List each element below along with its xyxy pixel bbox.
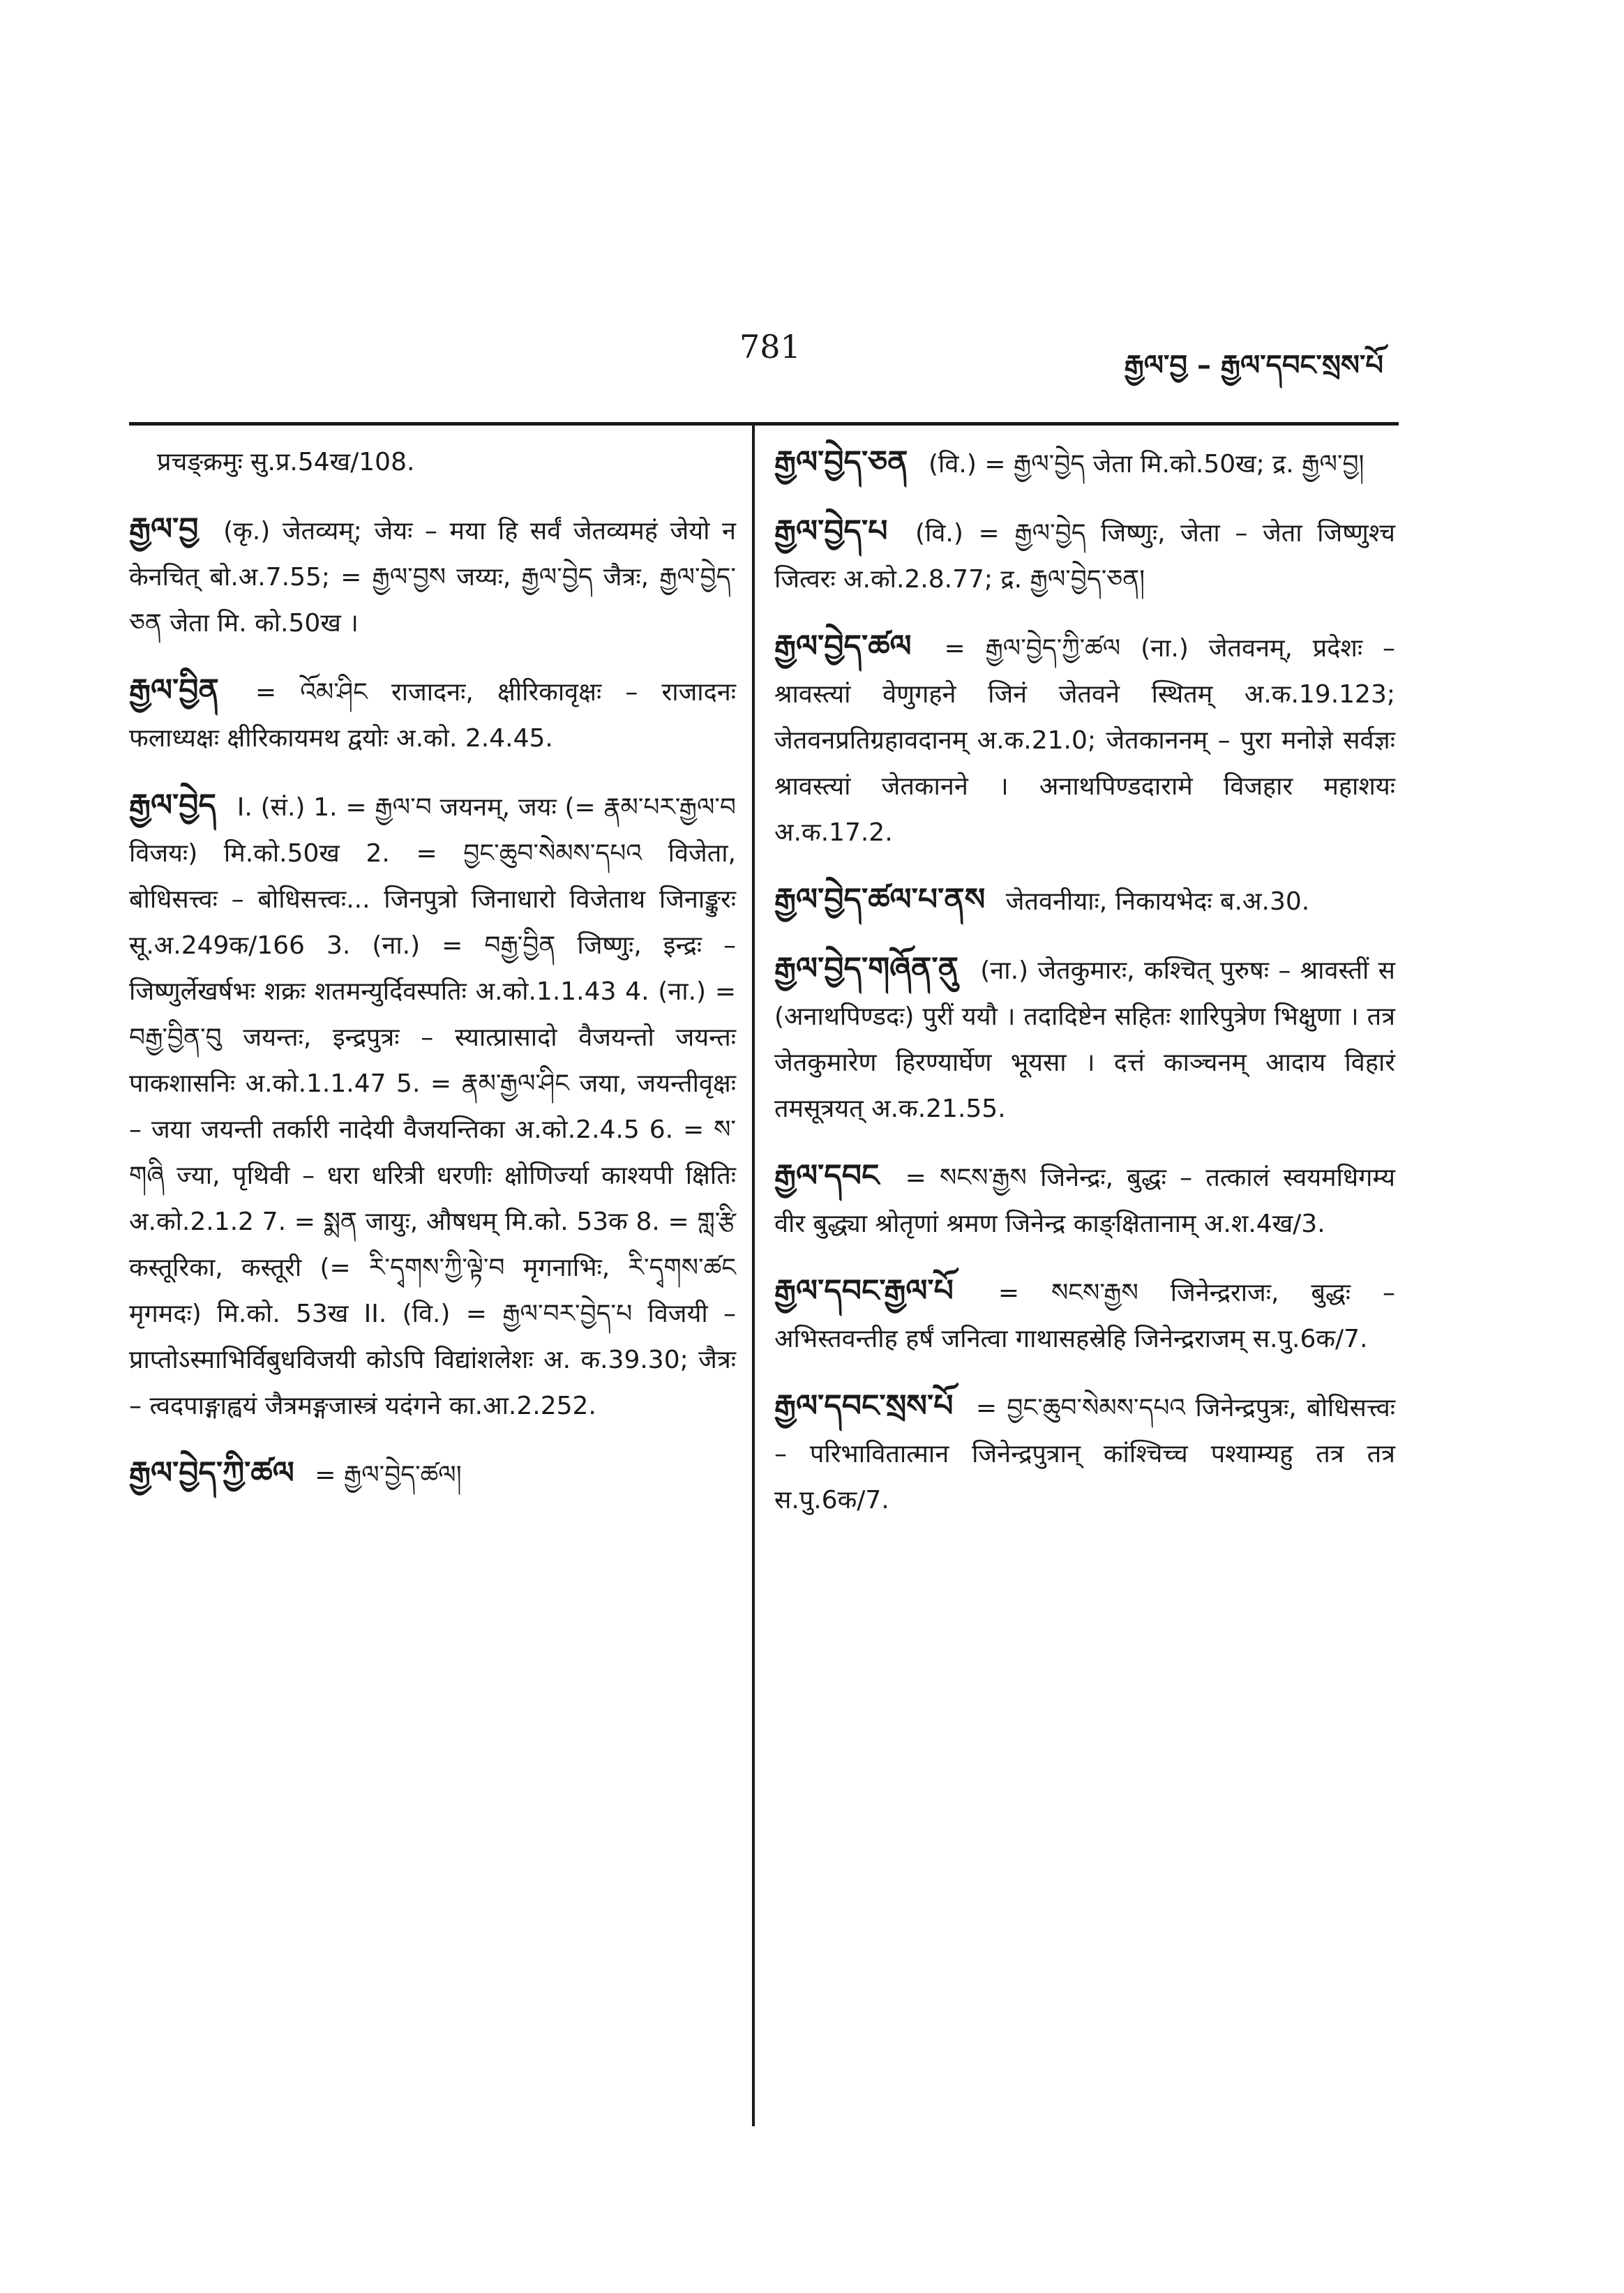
entry-continuation: प्रचङ्क्रमुः सु.प्र.54ख/108. (157, 448, 415, 476)
entry-definition: I. (सं.) 1. = རྒྱལ་བ जयनम्, जयः (= རྣམ་པར་རྒྱལ་བ विजयः) मि.को.50ख 2. = བྱང་ཆུབ་སེམས་དཔའ विजेता, बोधिसत्त्वः – बोधिसत्त्वः... जिनपुत्रो जिनाधारो विजेताथ जिनाङ्कुरः सू.अ.249क/166 3. (ना.) = བརྒྱ་བྱིན जिष्णुः, इन्द्रः – जिष्णुर्लेखर्षभः शक्रः शतमन्युर्दिवस्पतिः अ.को.1.1.43 4. (ना.) = བརྒྱ་བྱིན་བུ जयन्तः, इन्द्रपुत्रः – स्यात्प्रासादो वैजयन्तो जयन्तः पाकशासनिः अ.को.1.1.47 5. = རྣམ་རྒྱལ་ཤིང जया, जयन्तीवृक्षः – जया जयन्ती तर्कारी नादेयी वैजयन्तिका अ.को.2.4.5 6. = ས་གཞི ज्या, पृथिवी – धरा धरित्री धरणीः क्षोणिर्ज्या काश्यपी क्षितिः अ.को.2.1.2 7. = སྨན जायुः, औषधम् मि.को. 53क 8. = གླ་རྩི कस्तूरिका, कस्तूरी (= རི་དྭགས་ཀྱི་ལྟེ་བ मृगनाभिः, རི་དྭགས་ཚང मृगमदः) मि.को. 53ख II. (वि.) = རྒྱལ་བར་བྱེད་པ विजयी – प्राप्तोऽस्माभिर्विबुधविजयी कोऽपि विद्यांशलेशः अ. क.39.30; जैत्रः – त्वदपाङ्गाह्वयं जैत्रमङ्गजास्त्रं यदंगने का.आ.2.252. (129, 793, 736, 1420)
dictionary-entry (774, 1268, 1395, 1362)
header-rule (129, 422, 1399, 426)
entry-definition: (ना.) जेतकुमारः, कश्चित् पुरुषः – श्रावस्तीं स (अनाथपिण्डदः) पुरीं ययौ । तदादिष्टेन सहितः शारिपुत्रेण भिक्षुणा । तत्र जेतकुमारेण हिरण्यार्घेण भूयसा । दत्तं काञ्चनम् आदाय विहारं तमसूत्रयत् अ.क.21.55. (774, 956, 1395, 1123)
entry-definition: = རྒྱལ་བྱེད་ཀྱི་ཚལ (ना.) जेतवनम्, प्रदेशः – श्रावस्त्यां वेणुगहने जिनं जेतवने स्थितम् अ.क.19.123; जेतवनप्रतिग्रहावदानम् अ.क.21.0; जेतकाननम् – पुरा मनोज्ञे सर्वज्ञः श्रावस्त्यां जेतकानने । अनाथपिण्डदारामे विजहार महाशयः अ.क.17.2. (774, 634, 1395, 847)
entry-headword: རྒྱལ་བྱེད་གཞོན་ནུ (774, 951, 958, 986)
entry-definition: = རྒྱལ་བྱེད་ཚལ། (315, 1461, 462, 1489)
entry-headword: རྒྱལ་བྱེད (129, 788, 216, 823)
entry-headword: རྒྱལ་དབང་སྲས་པོ (774, 1388, 954, 1424)
entry-headword: རྒྱལ་བྱེད་ཚལ (774, 629, 912, 664)
dictionary-entry (774, 1383, 1395, 1524)
dictionary-entry (774, 624, 1395, 856)
entry-headword: རྒྱལ་བྱེད་ཅན (774, 444, 908, 480)
dictionary-entry (129, 668, 736, 762)
entry-headword: རྒྱལ་དབང (774, 1158, 880, 1194)
entry-definition: (वि.) = རྒྱལ་བྱེད जेता मि.को.50ख; द्र. རྒྱལ་བྱ། (928, 450, 1364, 479)
entry-headword: རྒྱལ་བྱིན (129, 672, 219, 708)
dictionary-entry (774, 946, 1395, 1132)
entry-headword: རྒྱལ་བྱ (129, 511, 199, 547)
entry-definition: = བྱང་ཆུབ་སེམས་དཔའ जिनेन्द्रपुत्रः, बोधिसत्त्वः – परिभावितात्मान जिनेन्द्रपुत्रान् कांश्चिच्च पश्याम्यहु तत्र तत्र स.पु.6क/7. (774, 1394, 1395, 1514)
entry-definition: (वि.) = རྒྱལ་བྱེད जिष्णुः, जेता – जेता जिष्णुश्च जित्वरः अ.को.2.8.77; द्र. རྒྱལ་བྱེད་ཅན། (774, 519, 1395, 594)
entry-headword: རྒྱལ་བྱེད་ཀྱི་ཚལ (129, 1455, 294, 1491)
dictionary-entry (129, 1450, 736, 1498)
entry-definition: = འོམ་ཤིང राजादनः, क्षीरिकावृक्षः – राजादनः फलाध्यक्षः क्षीरिकायमथ द्वयोः अ.को. 2.4.45. (129, 678, 736, 753)
entry-definition: = སངས་རྒྱས जिनेन्द्रराजः, बुद्धः – अभिस्तवन्तीह हर्षं जनित्वा गाथासहस्रेहि जिनेन्द्रराजम् स.पु.6क/7. (774, 1279, 1395, 1353)
entry-definition: जेतवनीयाः, निकायभेदः ब.अ.30. (1005, 887, 1310, 916)
running-head: རྒྱལ་བྱ – རྒྱལ་དབང་སྲས་པོ (1124, 349, 1383, 382)
dictionary-entry (774, 877, 1395, 925)
dictionary-entry (129, 439, 736, 486)
right-column (774, 439, 1395, 1544)
entry-headword: རྒྱལ་དབང་རྒྱལ་པོ (774, 1273, 954, 1309)
page-number: 781 (739, 328, 801, 366)
dictionary-entry (774, 439, 1395, 488)
entry-headword: རྒྱལ་བྱེད་ཚལ་པ་ནས (774, 882, 986, 917)
column-divider (752, 424, 755, 2126)
dictionary-entry (129, 783, 736, 1429)
entry-definition: = སངས་རྒྱས जिनेन्द्रः, बुद्धः – तत्कालं स्वयमधिगम्य वीर बुद्ध्या श्रोतृणां श्रमण जिनेन्द्र काङ्क्षितानाम् अ.श.4ख/3. (774, 1164, 1395, 1238)
dictionary-entry (774, 509, 1395, 603)
entry-definition: (कृ.) जेतव्यम्; जेयः – मया हि सर्वं जेतव्यमहं जेयो न केनचित् बो.अ.7.55; = རྒྱལ་བྱས जय्यः, རྒྱལ་བྱེད जैत्रः, རྒྱལ་བྱེད་ཅན जेता मि. को.50ख । (129, 517, 736, 638)
dictionary-entry (129, 506, 736, 647)
dictionary-entry (774, 1153, 1395, 1247)
left-column (129, 439, 736, 1519)
entry-headword: རྒྱལ་བྱེད་པ (774, 513, 888, 549)
